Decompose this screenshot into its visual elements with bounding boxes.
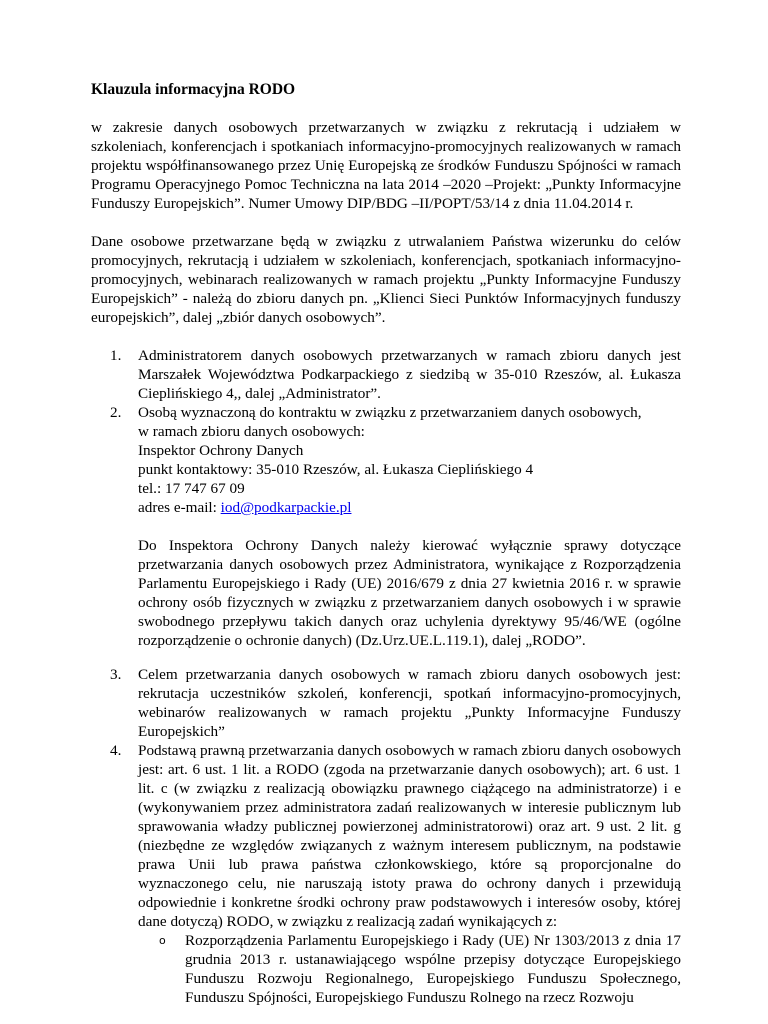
sub-list-item-text: Rozporządzenia Parlamentu Europejskiego i Rady (UE) Nr 1303/2013 z dnia 17 grudnia 2013 r. ustanawiającego wspólne przepisy dotyczące Europejskiego Funduszu Rozwoju Regionalnego, Europejskiego Funduszu Społecznego, Funduszu Spójności, Europejskiego Funduszu Rolnego na rzecz Rozwoju — [185, 932, 681, 1007]
email-label: adres e-mail: — [138, 499, 221, 516]
sub-list — [138, 931, 681, 1007]
contact-address: punkt kontaktowy: 35-010 Rzeszów, al. Łukasza Cieplińskiego 4 — [138, 461, 534, 478]
officer-title: Inspektor Ochrony Danych — [138, 442, 304, 459]
list-item-text: Podstawą prawną przetwarzania danych osobowych w ramach zbioru danych osobowych jest: art. 6 ust. 1 lit. a RODO (zgoda na przetwarzanie danych osobowych); art. 6 ust. 1 lit. c (w związku z realizacją obowiązku prawnego ciążącego na administratorze) i e (wykonywaniem przez administratora zadań realizowanych w interesie publicznym lub sprawowania władzy publicznej powierzonej administratorowi) oraz art. 9 ust. 2 lit. g (niezbędne ze względów związanych z ważnym interesem publicznym, na podstawie prawa Unii lub prawa państwa członkowskiego, które są proporcjonalne do wyznaczonego celu, nie naruszają istoty prawa do ochrony danych i przewidują odpowiednie i konkretne środki ochrony praw podstawowych i interesów osoby, której dane dotyczą) RODO, w związku z realizacją zadań wynikających z: — [138, 742, 681, 931]
bullet-icon: o — [159, 934, 166, 948]
list-number: 1. — [110, 347, 122, 364]
data-purpose-paragraph: Dane osobowe przetwarzane będą w związku z utrwalaniem Państwa wizerunku do celów promocyjnych, rekrutacją i udziałem w szkoleniach, konferencjach, spotkaniach informacyjno-promocyjnych, webinarach realizowanych w ramach projektu „Punkty Informacyjne Funduszy Europejskich” - należą do zbioru danych pn. „Klienci Sieci Punktów Informacyjnych funduszy europejskich”, dalej „zbiór danych osobowych”. — [91, 233, 681, 326]
contact-email-line — [138, 498, 681, 517]
list-item-text: Administratorem danych osobowych przetwarzanych w ramach zbioru danych jest Marszałek Województwa Podkarpackiego z siedzibą w 35-010 Rzeszów, al. Łukasza Cieplińskiego 4,, dalej „Administrator”. — [138, 347, 681, 402]
document-title: Klauzula informacyjna RODO — [91, 81, 296, 98]
contact-scope-line: w ramach zbioru danych osobowych: — [138, 423, 365, 440]
numbered-list — [91, 346, 681, 1007]
list-number: 2. — [110, 404, 122, 421]
list-number: 3. — [110, 666, 122, 684]
list-item-legal-basis — [91, 741, 681, 1007]
list-item-text: Celem przetwarzania danych osobowych w ramach zbioru danych osobowych jest: rekrutacja uczestników szkoleń, konferencji, spotkań informacyjno-promocyjnych, webinarów realizowanych w ramach projektu „Punkty Informacyjne Funduszy Europejskich” — [138, 666, 681, 741]
list-number: 4. — [110, 742, 122, 760]
list-item-data-protection-officer — [91, 403, 681, 650]
sub-list-item — [138, 931, 681, 1007]
contact-intro-line: Osobą wyznaczoną do kontraktu w związku z przetwarzaniem danych osobowych, — [138, 404, 642, 421]
list-item-administrator — [91, 346, 681, 403]
spacer — [91, 327, 681, 346]
list-item-processing-purpose — [91, 665, 681, 741]
intro-paragraph: w zakresie danych osobowych przetwarzanych w związku z rekrutacją i udziałem w szkoleniach, konferencjach i spotkaniach informacyjno-promocyjnych realizowanych w ramach projektu współfinansowanego przez Unię Europejską ze środków Funduszu Spójności w ramach Programu Operacyjnego Pomoc Techniczna na lata 2014 –2020 –Projekt: „Punkty Informacyjne Funduszy Europejskich”. Numer Umowy DIP/BDG –II/POPT/53/14 z dnia 11.04.2014 r. — [91, 119, 681, 212]
spacer — [91, 213, 681, 232]
contact-phone: tel.: 17 747 67 09 — [138, 480, 245, 497]
officer-note-paragraph: Do Inspektora Ochrony Danych należy kierować wyłącznie sprawy dotyczące przetwarzania danych osobowych przez Administratora, wynikające z Rozporządzenia Parlamentu Europejskiego i Rady (UE) 2016/679 z dnia 27 kwietnia 2016 r. w sprawie ochrony osób fizycznych w związku z przetwarzaniem danych osobowych i w sprawie swobodnego przepływu takich danych oraz uchylenia dyrektywy 95/46/WE (ogólne rozporządzenie o ochronie danych) (Dz.Urz.UE.L.119.1), dalej „RODO”. — [138, 537, 681, 649]
document-page — [91, 80, 681, 1007]
email-link[interactable]: iod@podkarpackie.pl — [220, 499, 352, 516]
